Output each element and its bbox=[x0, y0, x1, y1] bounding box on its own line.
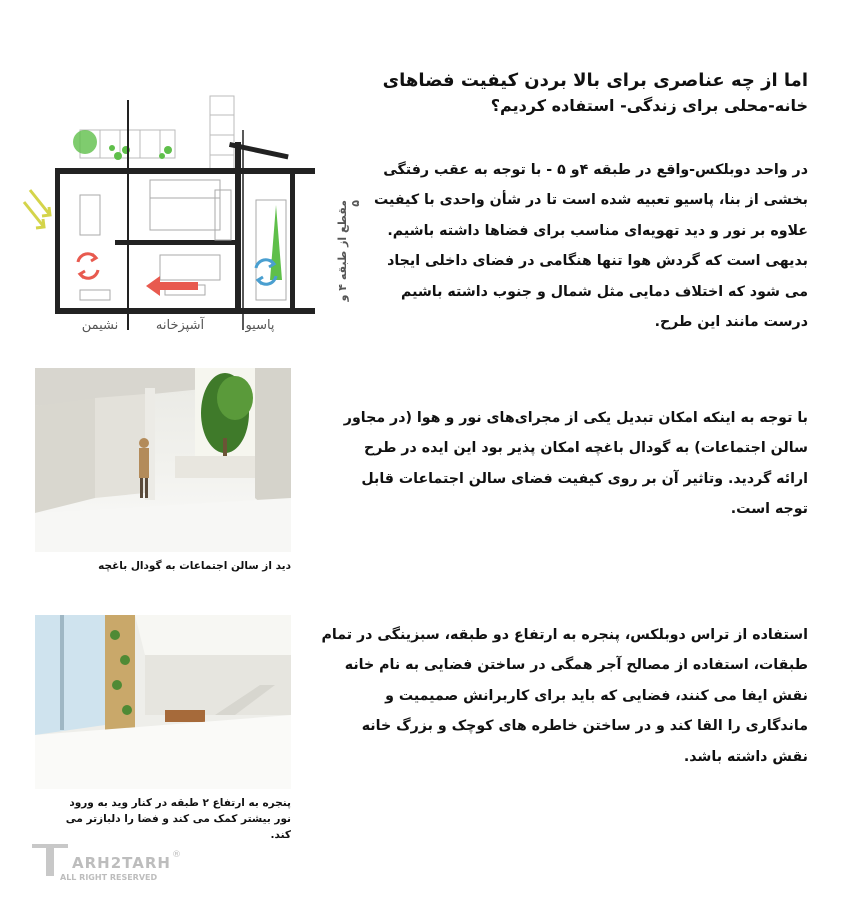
patio-tree-icon bbox=[270, 205, 282, 280]
window-paragraph bbox=[318, 620, 808, 772]
paragraph-line: سالن اجتماعات) به گودال باغچه امکان پذیر بود این ایده در طرح bbox=[364, 440, 808, 457]
paragraph-line: می شود که اختلاف دمایی مثل شمال و جنوب داشته باشیم bbox=[400, 283, 808, 300]
window-render-image bbox=[35, 615, 291, 789]
page-heading-line1: اما از چه عناصری برای بالا بردن کیفیت فضاهای bbox=[382, 70, 808, 91]
section-vertical-label: مقطع از طبقه ۴ و ۵ bbox=[336, 200, 362, 302]
label-living: نشیمن bbox=[81, 318, 119, 333]
paragraph-line: ماندگاری را القا کند و در ساختن خاطره های کوچک و بزرگ خانه bbox=[361, 718, 808, 735]
label-patio: پاسیو bbox=[245, 318, 275, 333]
paragraph-line: ارائه گردید. وتاثیر آن بر روی کیفیت فضای سالن اجتماعات قابل bbox=[361, 470, 808, 487]
paragraph-line: در واحد دوبلکس-واقع در طبقه ۴و ۵ - با توجه به عقب رفتگی bbox=[383, 162, 808, 178]
caption-line: کند. bbox=[270, 829, 291, 841]
section-drawing-svg bbox=[20, 90, 330, 340]
paragraph-line: علاوه بر نور و دید تهویه‌ای مناسب برای فضاها داشته باشیم. bbox=[387, 222, 808, 239]
page-heading-line2: خانه-محلی برای زندگی- استفاده کردیم؟ bbox=[490, 96, 808, 115]
paragraph-line: بخشی از بنا، پاسیو تعبیه شده است تا در شأن واحدی با کیفیت bbox=[374, 192, 808, 209]
hall-caption: دید از سالن اجتماعات به گودال باغچه bbox=[98, 560, 291, 572]
paragraph-line: نقش ایفا می کنند، فضایی که باید برای کاربرانش صمیمیت و bbox=[385, 687, 808, 704]
window-caption bbox=[35, 795, 291, 843]
tree-icon bbox=[73, 130, 97, 154]
paragraph-line: با توجه به اینکه امکان تبدیل یکی از مجرای‌های نور و هوا (در مجاور bbox=[343, 410, 808, 426]
paragraph-line: طبقات، استفاده از مصالح آجر همگی در ساختن فضایی به نام خانه bbox=[344, 657, 808, 674]
label-kitchen: آشپزخانه bbox=[155, 318, 205, 333]
paragraph-line: درست مانند این طرح. bbox=[654, 314, 808, 331]
section-paragraph bbox=[338, 155, 808, 337]
hall-render-image bbox=[35, 368, 291, 552]
airflow-arrow-icon bbox=[146, 276, 198, 296]
watermark-rights: ALL RIGHT RESERVED bbox=[60, 873, 158, 882]
hall-paragraph bbox=[338, 403, 808, 525]
air-circulation-red-icon bbox=[78, 254, 98, 278]
caption-line: نور بیشتر کمک می کند و فضا را دلبازتر می bbox=[65, 813, 291, 825]
watermark-registered: ® bbox=[172, 850, 181, 860]
caption-line: پنجره به ارتفاع ۲ طبقه در کنار وید به ورود bbox=[69, 797, 291, 809]
watermark-logo bbox=[30, 840, 190, 890]
section-drawing bbox=[20, 90, 362, 340]
paragraph-line: استفاده از تراس دوبلکس، پنجره به ارتفاع دو طبقه، سبزینگی در تمام bbox=[321, 627, 808, 643]
sunlight-arrows bbox=[24, 190, 50, 228]
paragraph-line: نقش داشته باشد. bbox=[683, 748, 808, 765]
paragraph-line: توجه است. bbox=[730, 501, 808, 518]
watermark-brand: ARH2TARH bbox=[72, 854, 171, 872]
paragraph-line: بدیهی است که گردش هوا تنها هنگامی در فضای داخلی ایجاد bbox=[387, 253, 808, 270]
